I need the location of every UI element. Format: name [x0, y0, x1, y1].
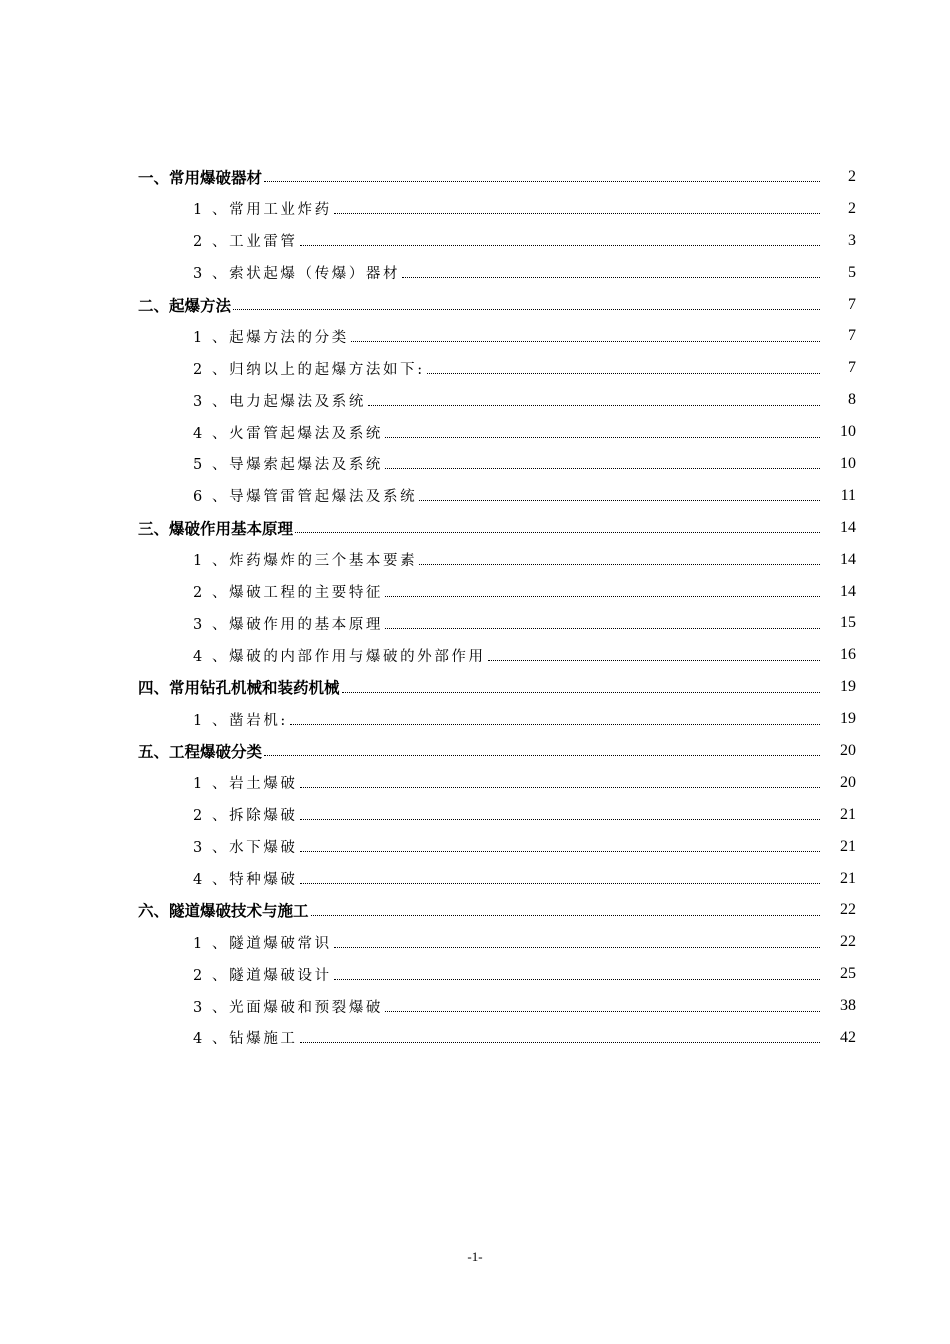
toc-entry[interactable]: [0, 735, 950, 767]
toc-dot-leader: [385, 468, 820, 469]
toc-entry-page-number: 14: [840, 582, 856, 600]
toc-dot-leader: [264, 755, 820, 756]
toc-entry[interactable]: [0, 544, 950, 576]
toc-entry[interactable]: [0, 193, 950, 225]
toc-entry-page-number: 22: [840, 901, 856, 919]
toc-entry-label: 1 、炸药爆炸的三个基本要素: [193, 553, 418, 570]
toc-dot-leader: [300, 787, 820, 788]
toc-dot-leader: [290, 724, 820, 725]
toc-dot-leader: [295, 532, 820, 533]
toc-entry[interactable]: [0, 799, 950, 831]
toc-entry-page-number: 7: [848, 295, 856, 313]
toc-entry[interactable]: [0, 416, 950, 448]
toc-entry-label: 3 、光面爆破和预裂爆破: [193, 999, 384, 1016]
toc-entry-page-number: 10: [840, 454, 856, 472]
toc-entry-page-number: 15: [840, 614, 856, 632]
toc-entry[interactable]: [0, 512, 950, 544]
toc-entry-label: 5 、导爆索起爆法及系统: [193, 457, 384, 474]
toc-entry-page-number: 21: [840, 805, 856, 823]
toc-dot-leader: [334, 979, 820, 980]
toc-entry-label: 2 、爆破工程的主要特征: [193, 585, 384, 602]
toc-dot-leader: [311, 915, 820, 916]
toc-entry-label: 2 、拆除爆破: [193, 808, 298, 825]
toc-entry-page-number: 5: [848, 263, 856, 281]
toc-dot-leader: [233, 309, 820, 310]
toc-entry[interactable]: [0, 831, 950, 863]
page-footer-number: -1-: [467, 1249, 483, 1264]
toc-entry[interactable]: [0, 225, 950, 257]
toc-entry-label: 2 、工业雷管: [193, 234, 298, 251]
toc-entry-page-number: 42: [840, 1028, 856, 1046]
toc-entry-label: 三、爆破作用基本原理: [138, 518, 294, 538]
toc-dot-leader: [488, 660, 820, 661]
toc-entry-page-number: 8: [848, 391, 856, 409]
toc-entry[interactable]: [0, 576, 950, 608]
toc-entry-page-number: 2: [848, 167, 856, 185]
toc-entry-label: 1 、起爆方法的分类: [193, 329, 349, 346]
toc-entry-label: 1 、隧道爆破常识: [193, 935, 332, 952]
toc-entry-label: 4 、钻爆施工: [193, 1031, 298, 1048]
toc-entry-page-number: 3: [848, 231, 856, 249]
toc-entry-page-number: 22: [840, 933, 856, 951]
toc-entry-label: 4 、火雷管起爆法及系统: [193, 425, 384, 442]
toc-entry[interactable]: [0, 1022, 950, 1054]
toc-entry-page-number: 20: [840, 741, 856, 759]
toc-entry[interactable]: [0, 320, 950, 352]
toc-dot-leader: [385, 1011, 820, 1012]
toc-entry-page-number: 10: [840, 423, 856, 441]
toc-dot-leader: [300, 1042, 820, 1043]
toc-entry-label: 六、隧道爆破技术与施工: [138, 901, 309, 921]
toc-entry-page-number: 14: [840, 550, 856, 568]
toc-entry-label: 3 、爆破作用的基本原理: [193, 616, 384, 633]
toc-entry[interactable]: [0, 863, 950, 895]
toc-entry[interactable]: [0, 894, 950, 926]
toc-entry-label: 四、常用钻孔机械和装药机械: [138, 678, 340, 698]
toc-dot-leader: [385, 628, 820, 629]
toc-entry-label: 五、工程爆破分类: [138, 741, 263, 761]
toc-dot-leader: [419, 564, 820, 565]
toc-dot-leader: [402, 277, 820, 278]
toc-entry[interactable]: [0, 767, 950, 799]
toc-entry-label: 3 、水下爆破: [193, 840, 298, 857]
toc-entry[interactable]: [0, 958, 950, 990]
toc-entry-page-number: 16: [840, 646, 856, 664]
toc-entry[interactable]: [0, 639, 950, 671]
toc-entry-label: 一、常用爆破器材: [138, 167, 263, 187]
toc-entry[interactable]: [0, 448, 950, 480]
toc-entry[interactable]: [0, 352, 950, 384]
toc-entry-label: 6 、导爆管雷管起爆法及系统: [193, 489, 418, 506]
toc-entry-page-number: 38: [840, 997, 856, 1015]
toc-dot-leader: [385, 437, 820, 438]
table-of-contents: [0, 161, 950, 1054]
toc-entry-page-number: 19: [840, 710, 856, 728]
toc-dot-leader: [368, 405, 820, 406]
toc-entry[interactable]: [0, 257, 950, 289]
toc-dot-leader: [300, 851, 820, 852]
toc-entry-page-number: 11: [840, 486, 856, 504]
toc-entry[interactable]: [0, 703, 950, 735]
toc-entry-label: 二、起爆方法: [138, 295, 232, 315]
toc-entry[interactable]: [0, 289, 950, 321]
toc-entry-label: 1 、常用工业炸药: [193, 202, 332, 219]
toc-entry-page-number: 14: [840, 518, 856, 536]
toc-entry-page-number: 19: [840, 678, 856, 696]
toc-entry-page-number: 7: [848, 359, 856, 377]
toc-dot-leader: [300, 883, 820, 884]
toc-entry-page-number: 25: [840, 965, 856, 983]
toc-entry-page-number: 2: [848, 199, 856, 217]
toc-entry-label: 3 、索状起爆（传爆）器材: [193, 266, 401, 283]
toc-entry-page-number: 20: [840, 773, 856, 791]
toc-dot-leader: [300, 245, 820, 246]
toc-entry[interactable]: [0, 480, 950, 512]
toc-entry-page-number: 21: [840, 869, 856, 887]
toc-dot-leader: [342, 692, 820, 693]
toc-entry[interactable]: [0, 384, 950, 416]
toc-entry[interactable]: [0, 607, 950, 639]
toc-entry-label: 4 、爆破的内部作用与爆破的外部作用: [193, 648, 486, 665]
toc-entry[interactable]: [0, 990, 950, 1022]
toc-entry-page-number: 21: [840, 837, 856, 855]
toc-entry-label: 1 、凿岩机:: [193, 712, 288, 729]
toc-entry-label: 2 、归纳以上的起爆方法如下:: [193, 361, 425, 378]
toc-dot-leader: [300, 819, 820, 820]
toc-entry[interactable]: [0, 671, 950, 703]
toc-dot-leader: [264, 181, 820, 182]
toc-dot-leader: [334, 213, 820, 214]
toc-dot-leader: [385, 596, 820, 597]
toc-dot-leader: [351, 341, 820, 342]
toc-entry[interactable]: [0, 161, 950, 193]
toc-entry-label: 1 、岩土爆破: [193, 776, 298, 793]
toc-dot-leader: [427, 373, 820, 374]
toc-entry-label: 3 、电力起爆法及系统: [193, 393, 366, 410]
toc-dot-leader: [419, 500, 820, 501]
toc-entry[interactable]: [0, 926, 950, 958]
toc-entry-label: 2 、隧道爆破设计: [193, 967, 332, 984]
toc-entry-label: 4 、特种爆破: [193, 872, 298, 889]
toc-dot-leader: [334, 947, 820, 948]
toc-entry-page-number: 7: [848, 327, 856, 345]
